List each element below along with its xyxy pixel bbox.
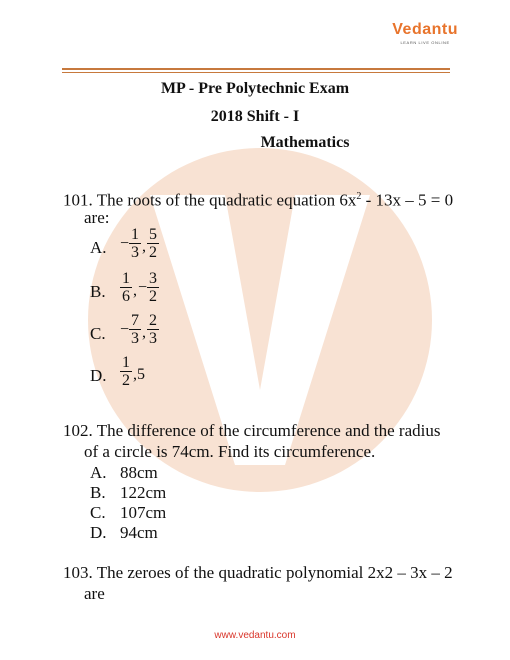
- question-number: 101.: [63, 190, 93, 210]
- fraction: $\frac{1}{2}$: [122, 354, 130, 389]
- option-letter: A.: [90, 238, 107, 257]
- fraction: $\frac{5}{2}$: [149, 226, 158, 261]
- exam-shift: 2018 Shift - I: [210, 108, 300, 125]
- option-value: − $\frac{1}{3}$ , $\frac{5}{2}$: [120, 226, 158, 261]
- option-letter: B.: [90, 483, 106, 502]
- question-102: [63, 420, 440, 441]
- option-value: 122cm: [120, 483, 167, 502]
- question-101: [63, 186, 453, 211]
- fraction: $\frac{1}{6}$: [122, 270, 130, 305]
- option-letter: C.: [90, 503, 106, 522]
- question-continuation: are: [84, 584, 105, 603]
- option-letter: B.: [90, 282, 106, 301]
- fraction: $\frac{3}{2}$: [149, 270, 158, 305]
- fraction: $\frac{1}{3}$: [131, 226, 140, 261]
- fraction: $\frac{7}{3}$: [131, 312, 140, 347]
- question-continuation: are:: [84, 208, 110, 227]
- header-rule-thin: [62, 72, 450, 73]
- option-value: 107cm: [120, 503, 167, 522]
- logo-text: Vedantu: [392, 21, 458, 38]
- question-text: The zeroes of the quadratic polynomial 2x2 – 3x – 2: [96, 563, 453, 582]
- fraction: $\frac{2}{3}$: [149, 312, 158, 347]
- exam-title: MP - Pre Polytechnic Exam: [160, 80, 350, 97]
- option-value: 94cm: [120, 523, 158, 542]
- logo-tagline: LEARN LIVE ONLINE: [400, 40, 450, 45]
- question-text: The difference of the circumference and the radius: [96, 421, 441, 440]
- question-text-tail: - 13x – 5 = 0: [361, 190, 454, 210]
- question-continuation: of a circle is 74cm. Find its circumference.: [84, 442, 376, 461]
- question-number: 102.: [63, 421, 93, 440]
- option-letter: D.: [90, 366, 107, 385]
- vedantu-logo: [392, 22, 458, 45]
- option-letter: D.: [90, 523, 107, 542]
- option-value: $\frac{1}{2}$ ,5: [122, 354, 145, 389]
- option-letter: A.: [90, 463, 107, 482]
- option-value: − $\frac{7}{3}$ , $\frac{2}{3}$: [120, 312, 158, 347]
- option-value: 88cm: [120, 463, 158, 482]
- question-text: The roots of the quadratic equation 6x: [96, 190, 357, 210]
- question-103: [63, 562, 453, 583]
- exam-subject: Mathematics: [260, 134, 350, 151]
- question-superscript: 2: [356, 191, 362, 202]
- option-letter: C.: [90, 324, 106, 343]
- header-rule-thick: [62, 68, 450, 70]
- question-number: 103.: [63, 563, 93, 582]
- footer-url-link[interactable]: www.vedantu.com: [214, 630, 296, 641]
- option-value: $\frac{1}{6}$ , − $\frac{3}{2}$: [122, 270, 158, 305]
